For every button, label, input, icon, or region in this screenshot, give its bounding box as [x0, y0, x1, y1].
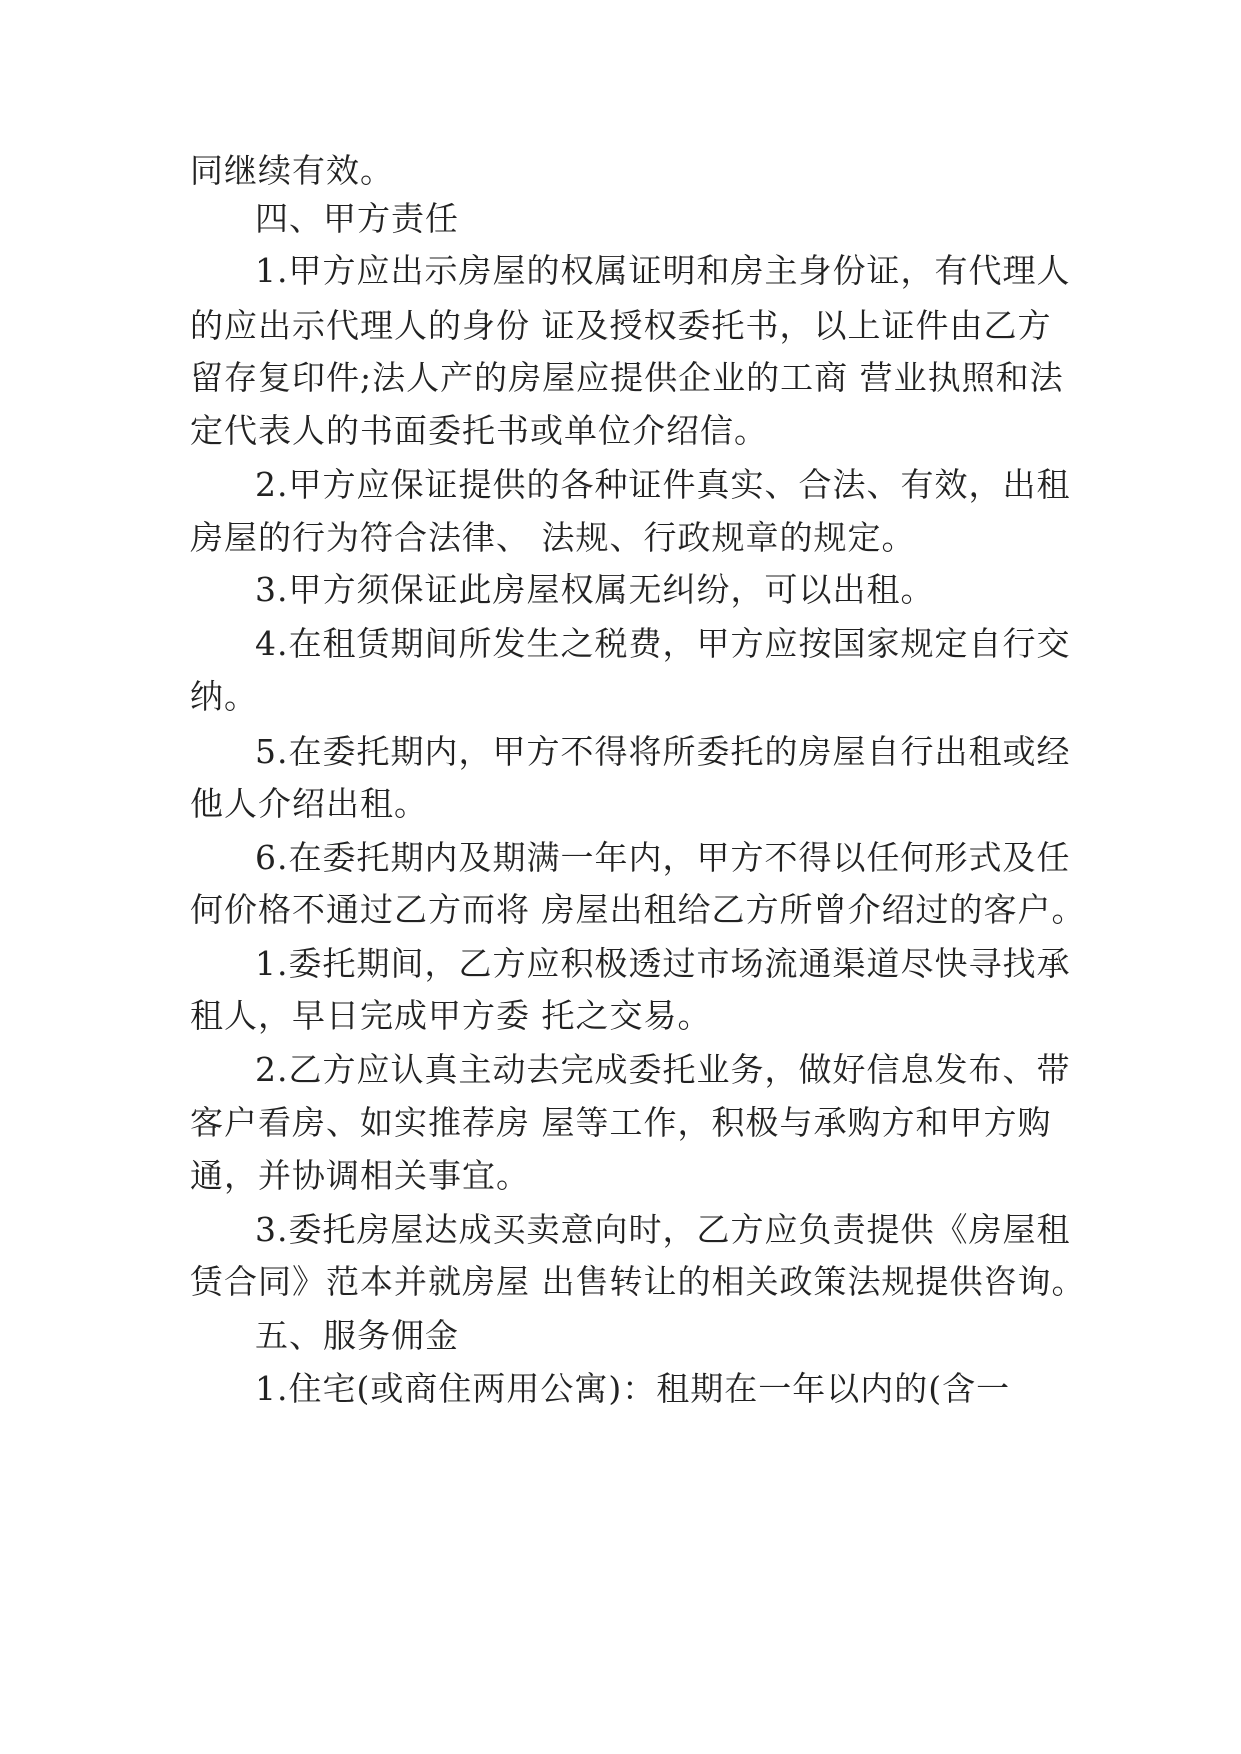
paragraph-line: 他人介绍出租。 — [190, 784, 428, 823]
paragraph-line: 的应出示代理人的身份 证及授权委托书，以上证件由乙方 — [190, 306, 1052, 345]
paragraph-line: 同继续有效。 — [190, 151, 394, 190]
paragraph-line: 2.甲方应保证提供的各种证件真实、合法、有效，出租 — [255, 465, 1071, 504]
paragraph-line: 定代表人的书面委托书或单位介绍信。 — [190, 411, 768, 450]
paragraph-line: 1.委托期间，乙方应积极透过市场流通渠道尽快寻找承 — [255, 944, 1071, 983]
paragraph-line: 2.乙方应认真主动去完成委托业务，做好信息发布、带 — [255, 1050, 1071, 1089]
paragraph-line: 3.委托房屋达成买卖意向时，乙方应负责提供《房屋租 — [255, 1210, 1071, 1249]
paragraph-line: 留存复印件;法人产的房屋应提供企业的工商 营业执照和法 — [190, 358, 1064, 397]
paragraph-line: 6.在委托期内及期满一年内，甲方不得以任何形式及任 — [255, 838, 1071, 877]
section-heading: 五、服务佣金 — [255, 1316, 459, 1355]
paragraph-line: 纳。 — [190, 677, 258, 716]
paragraph-line: 3.甲方须保证此房屋权属无纠纷，可以出租。 — [255, 570, 935, 609]
paragraph-line: 租人，早日完成甲方委 托之交易。 — [190, 996, 712, 1035]
paragraph-line: 1.甲方应出示房屋的权属证明和房主身份证，有代理人 — [255, 251, 1071, 290]
section-heading: 四、甲方责任 — [255, 199, 459, 238]
paragraph-line: 房屋的行为符合法律、 法规、行政规章的规定。 — [190, 518, 916, 557]
paragraph-line: 客户看房、如实推荐房 屋等工作，积极与承购方和甲方购 — [190, 1103, 1052, 1142]
paragraph-line: 1.住宅(或商住两用公寓)：租期在一年以内的(含一 — [255, 1369, 1011, 1408]
paragraph-line: 赁合同》范本并就房屋 出售转让的相关政策法规提供咨询。 — [190, 1262, 1086, 1301]
paragraph-line: 5.在委托期内，甲方不得将所委托的房屋自行出租或经 — [255, 732, 1071, 771]
paragraph-line: 何价格不通过乙方而将 房屋出租给乙方所曾介绍过的客户。 — [190, 890, 1086, 929]
paragraph-line: 通，并协调相关事宜。 — [190, 1156, 530, 1195]
paragraph-line: 4.在租赁期间所发生之税费，甲方应按国家规定自行交 — [255, 624, 1071, 663]
